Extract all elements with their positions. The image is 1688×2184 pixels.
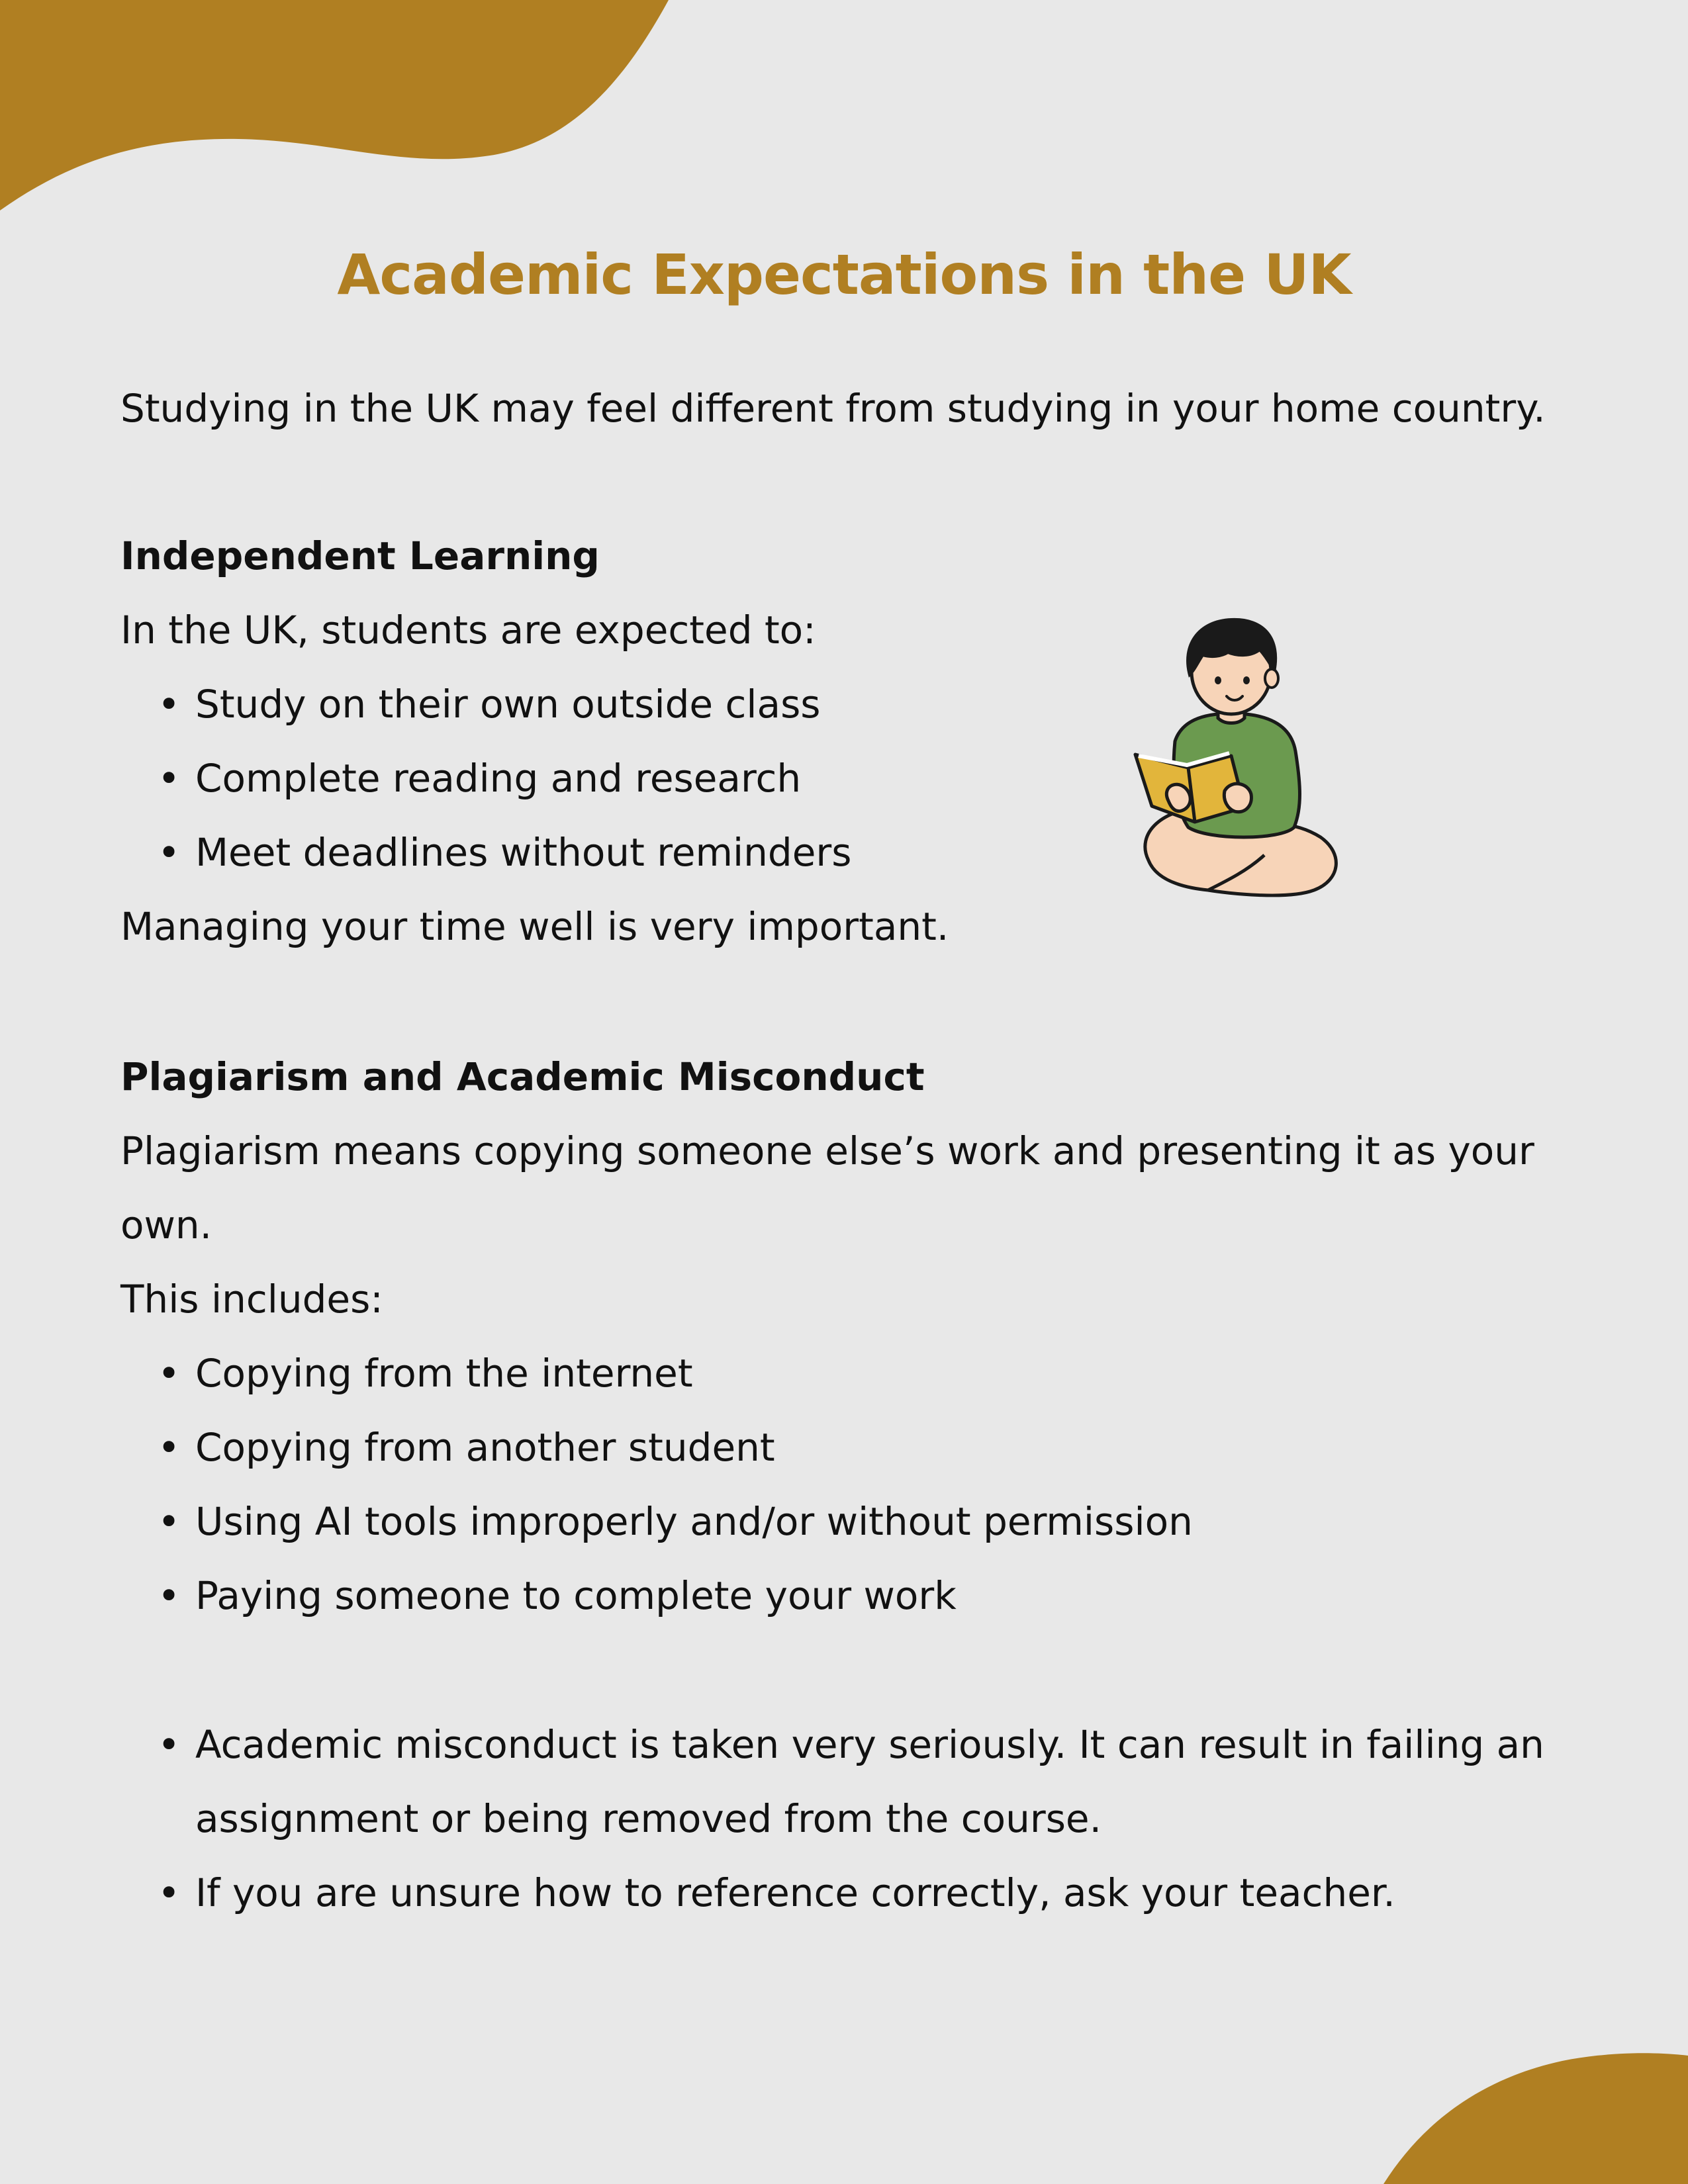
independent-learning-lead: In the UK, students are expected to: bbox=[120, 608, 816, 653]
bullet-marker: • bbox=[158, 1351, 181, 1396]
bottom-right-decorative-blob bbox=[1344, 2052, 1688, 2184]
note-line: If you are unsure how to reference correctly, ask your teacher. bbox=[195, 1870, 1395, 1915]
intro-text: Studying in the UK may feel different from studying in your home country. bbox=[120, 386, 1546, 431]
note-line: assignment or being removed from the course. bbox=[195, 1796, 1102, 1841]
bullet-marker: • bbox=[158, 830, 181, 875]
list-item: Study on their own outside class bbox=[195, 682, 821, 727]
page-title: Academic Expectations in the UK bbox=[337, 242, 1351, 307]
independent-learning-closing: Managing your time well is very important. bbox=[120, 904, 949, 949]
student-reading-book-icon bbox=[1115, 609, 1347, 900]
bullet-marker: • bbox=[158, 1573, 181, 1618]
bullet-marker: • bbox=[158, 1425, 181, 1470]
bullet-marker: • bbox=[158, 756, 181, 801]
bullet-marker: • bbox=[158, 1499, 181, 1544]
bullet-marker: • bbox=[158, 682, 181, 727]
list-item: Copying from the internet bbox=[195, 1351, 693, 1396]
list-item: Using AI tools improperly and/or without permission bbox=[195, 1499, 1193, 1544]
plagiarism-definition-line1: Plagiarism means copying someone else’s work and presenting it as your bbox=[120, 1128, 1534, 1173]
bullet-marker: • bbox=[158, 1870, 181, 1915]
bullet-marker: • bbox=[158, 1722, 181, 1767]
independent-learning-heading: Independent Learning bbox=[120, 533, 600, 578]
list-item: Copying from another student bbox=[195, 1425, 775, 1470]
plagiarism-includes-label: This includes: bbox=[120, 1277, 383, 1322]
top-left-decorative-blob bbox=[0, 0, 675, 218]
plagiarism-definition-line2: own. bbox=[120, 1203, 212, 1248]
note-line: Academic misconduct is taken very seriously. It can result in failing an bbox=[195, 1722, 1544, 1767]
list-item: Meet deadlines without reminders bbox=[195, 830, 852, 875]
list-item: Paying someone to complete your work bbox=[195, 1573, 957, 1618]
plagiarism-heading: Plagiarism and Academic Misconduct bbox=[120, 1054, 925, 1099]
list-item: Complete reading and research bbox=[195, 756, 802, 801]
